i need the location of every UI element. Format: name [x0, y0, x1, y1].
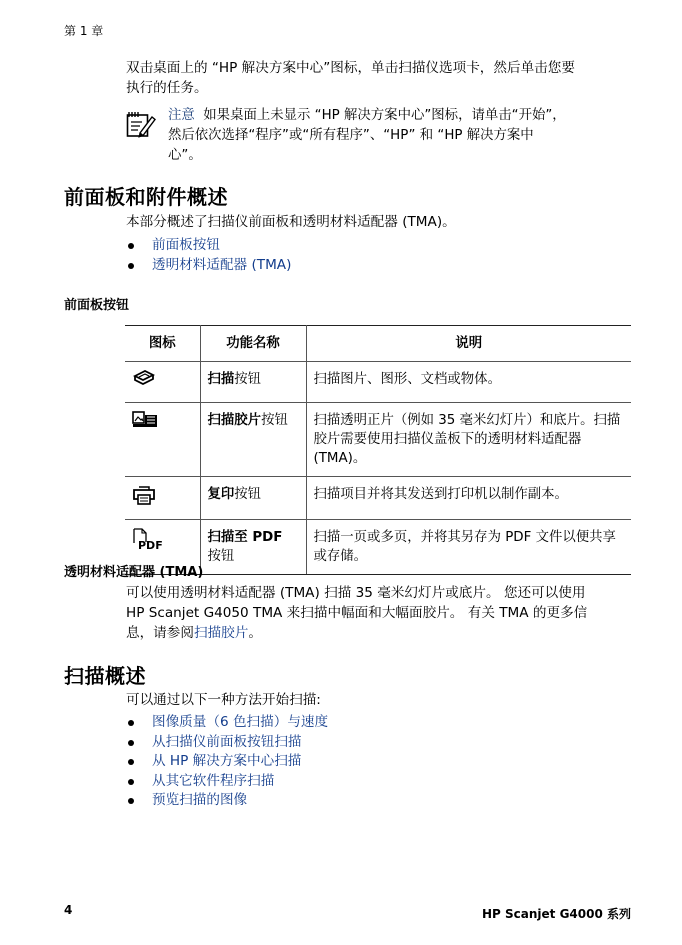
table-row [125, 362, 631, 403]
subsection-heading: 透明材料适配器 (TMA) [64, 565, 204, 580]
table-row [125, 477, 631, 520]
description: 扫描图片、图形、文档或物体。 [306, 362, 631, 403]
function-name-bold: 复印 [207, 487, 235, 502]
note-icon [126, 111, 156, 139]
subsection-heading: 前面板按钮 [64, 298, 130, 313]
link-list [126, 713, 328, 811]
chapter-label: 第 1 章 [64, 24, 104, 38]
section-intro: 本部分概述了扫描仪前面板和透明材料适配器 (TMA)。 [126, 214, 456, 230]
link-preview-scan[interactable]: 预览扫描的图像 [152, 792, 248, 808]
note-line: 心”。 [168, 148, 202, 163]
link-scan-other-software[interactable]: 从其它软件程序扫描 [152, 772, 275, 789]
table-row [125, 403, 631, 477]
list-item[interactable] [126, 791, 328, 811]
tma-line: HP Scanjet G4050 TMA 来扫描中幅面和大幅面胶片。 有关 TMA 的更多信 [126, 605, 588, 621]
front-panel-table [125, 325, 631, 575]
function-name-rest: 按钮 [261, 413, 288, 428]
column-header: 图标 [125, 326, 200, 362]
function-name [200, 362, 306, 403]
list-item[interactable] [126, 752, 328, 772]
function-name-rest: 按钮 [234, 372, 262, 387]
page-number: 4 [64, 903, 73, 917]
intro-line: 执行的任务。 [126, 80, 208, 96]
tma-text [126, 583, 587, 643]
function-name [200, 403, 306, 477]
icon-cell [125, 477, 200, 520]
pdf-icon-label: PDF [138, 539, 163, 552]
link-image-quality[interactable]: 图像质量（6 色扫描）与速度 [152, 714, 329, 730]
film-scan-icon [132, 418, 158, 433]
note-text [168, 106, 566, 166]
description: 扫描透明正片（例如 35 毫米幻灯片）和底片。扫描胶片需要使用扫描仪盖板下的透明材料适配器 (TMA)。 [306, 403, 631, 477]
intro-line: 双击桌面上的 “HP 解决方案中心”图标，单击扫描仪选项卡，然后单击您要 [126, 60, 575, 76]
function-name-rest: 按钮 [207, 549, 235, 564]
section-intro: 可以通过以下一种方法开始扫描: [126, 692, 321, 708]
intro-text [126, 58, 575, 98]
link-scan-film[interactable]: 扫描胶片 [193, 625, 249, 641]
column-header: 功能名称 [200, 326, 306, 362]
section-title: 前面板和附件概述 [64, 185, 228, 209]
link-front-panel[interactable]: 前面板按钮 [152, 237, 220, 253]
link-tma[interactable]: 透明材料适配器 (TMA) [152, 256, 292, 273]
column-header: 说明 [306, 326, 631, 362]
list-item[interactable] [126, 772, 328, 792]
link-list [126, 236, 291, 275]
table-header-row [125, 326, 631, 362]
section-title: 扫描概述 [64, 664, 146, 688]
list-item[interactable] [126, 236, 291, 256]
pdf-icon [132, 528, 162, 554]
scan-icon [132, 377, 156, 392]
tma-line: 可以使用透明材料适配器 (TMA) 扫描 35 毫米幻灯片或底片。 您还可以使用 [126, 585, 586, 601]
function-name-bold: 扫描至 PDF [207, 530, 283, 545]
description: 扫描项目并将其发送到打印机以制作副本。 [306, 477, 631, 520]
copy-icon [132, 494, 156, 509]
link-scan-hp-solution-center[interactable]: 从 HP 解决方案中心扫描 [152, 753, 302, 769]
list-item[interactable] [126, 733, 328, 753]
icon-cell [125, 362, 200, 403]
function-name [200, 520, 306, 575]
function-name-bold: 扫描胶片 [207, 413, 262, 428]
function-name-rest: 按钮 [234, 487, 262, 502]
note-line: 然后依次选择“程序”或“所有程序”、“HP” 和 “HP 解决方案中 [168, 128, 534, 143]
list-item[interactable] [126, 256, 291, 276]
note-label: 注意 [168, 108, 195, 123]
product-name: HP Scanjet G4000 系列 [481, 907, 631, 921]
function-name-bold: 扫描 [207, 372, 235, 387]
description: 扫描一页或多页，并将其另存为 PDF 文件以便共享或存储。 [306, 520, 631, 575]
tma-line-suffix: 。 [248, 625, 262, 641]
icon-cell [125, 403, 200, 477]
link-scan-front-panel[interactable]: 从扫描仪前面板按钮扫描 [152, 733, 302, 750]
tma-line: 息，请参阅 [126, 625, 194, 641]
note-line: 如果桌面上未显示 “HP 解决方案中心”图标，请单击“开始”， [203, 108, 566, 123]
function-name [200, 477, 306, 520]
list-item[interactable] [126, 713, 328, 733]
